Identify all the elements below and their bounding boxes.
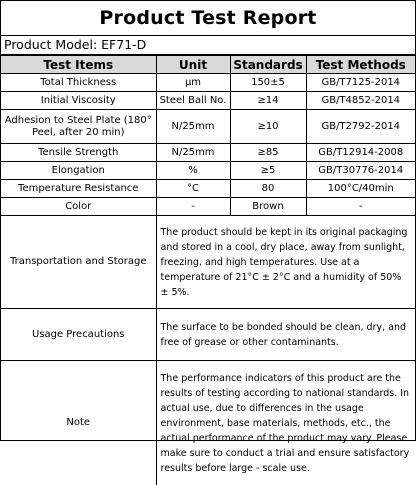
note-label: Usage Precautions — [1, 309, 156, 361]
cell-standard: ≥85 — [230, 144, 306, 162]
cell-method: GB/T4852-2014 — [306, 92, 415, 110]
note-text: The surface to be bonded should be clean, dry, and free of grease or other contaminants. — [156, 309, 415, 361]
cell-item: Adhesion to Steel Plate (180° Peel, after 20 min) — [1, 110, 156, 144]
note-text: The performance indicators of this product are the results of testing according to national standards. In actual use, due to differences in the usage environment, base materials, methods, etc., the actual performance of the product may vary. Please make sure to conduct a trial and ensure satisfactory results before large - scale use. — [156, 361, 415, 485]
note-label: Transportation and Storage — [1, 216, 156, 309]
cell-unit: N/25mm — [156, 144, 230, 162]
table-row — [1, 110, 415, 144]
cell-item: Temperature Resistance — [1, 180, 156, 198]
cell-standard: 80 — [230, 180, 306, 198]
report-title: Product Test Report — [1, 1, 415, 36]
header-test-items: Test Items — [1, 56, 156, 74]
cell-unit: Steel Ball No. — [156, 92, 230, 110]
cell-item: Total Thickness — [1, 74, 156, 92]
cell-method: GB/T12914-2008 — [306, 144, 415, 162]
cell-item: Initial Viscosity — [1, 92, 156, 110]
cell-method: GB/T2792-2014 — [306, 110, 415, 144]
cell-unit: N/25mm — [156, 110, 230, 144]
table-row — [1, 92, 415, 110]
cell-standard: ≥14 — [230, 92, 306, 110]
cell-unit: °C — [156, 180, 230, 198]
table-row — [1, 74, 415, 92]
cell-method: GB/T7125-2014 — [306, 74, 415, 92]
cell-unit: - — [156, 198, 230, 216]
note-row-usage-precautions — [1, 309, 415, 361]
header-unit: Unit — [156, 56, 230, 74]
note-label: Note — [1, 361, 156, 485]
table-header-row — [1, 56, 415, 74]
cell-method: GB/T30776-2014 — [306, 162, 415, 180]
test-results-table — [1, 55, 415, 485]
header-test-methods: Test Methods — [306, 56, 415, 74]
product-model: Product Model: EF71-D — [1, 36, 415, 55]
cell-method: - — [306, 198, 415, 216]
cell-standard: ≥10 — [230, 110, 306, 144]
cell-unit: % — [156, 162, 230, 180]
note-row-transportation — [1, 216, 415, 309]
table-row — [1, 144, 415, 162]
cell-standard: Brown — [230, 198, 306, 216]
cell-method: 100°C/40min — [306, 180, 415, 198]
cell-unit: μm — [156, 74, 230, 92]
note-row-note — [1, 361, 415, 485]
header-standards: Standards — [230, 56, 306, 74]
cell-item: Tensile Strength — [1, 144, 156, 162]
note-text: The product should be kept in its original packaging and stored in a cool, dry place, away from sunlight, freezing, and high temperatures. Use at a temperature of 21°C ± 2°C and a humidity of 50% ± 5%. — [156, 216, 415, 309]
cell-item: Elongation — [1, 162, 156, 180]
table-row — [1, 162, 415, 180]
table-row — [1, 198, 415, 216]
cell-standard: 150±5 — [230, 74, 306, 92]
cell-item: Color — [1, 198, 156, 216]
cell-standard: ≥5 — [230, 162, 306, 180]
table-row — [1, 180, 415, 198]
